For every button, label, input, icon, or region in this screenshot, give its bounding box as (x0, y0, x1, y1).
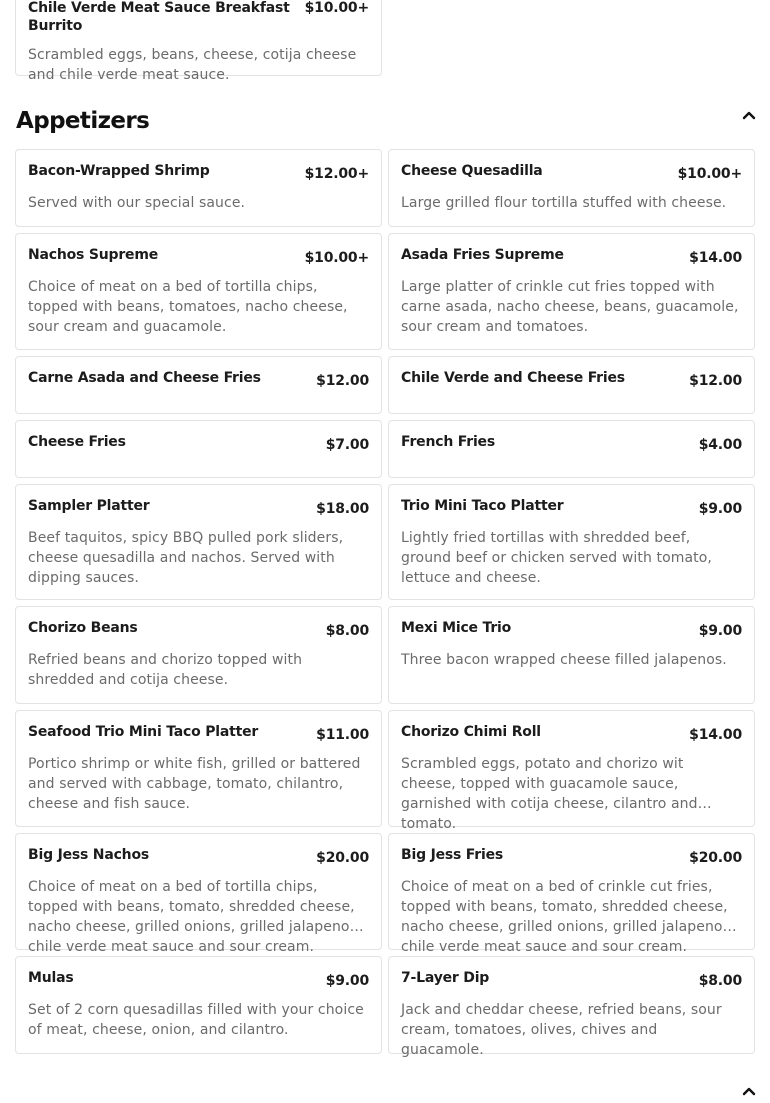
menu-item-header (401, 369, 742, 390)
menu-item-name: French Fries (401, 434, 495, 450)
menu-item-description: Jack and cheddar cheese, refried beans, sour cream, tomatoes, olives, chives and guacamole. (401, 1002, 722, 1058)
menu-item-card[interactable] (388, 833, 755, 955)
menu-item-card[interactable] (15, 956, 382, 1054)
menu-item-price: $10.00+ (677, 166, 742, 182)
menu-item-name: Chile Verde Meat Sauce Breakfast Burrito (28, 0, 290, 34)
menu-item-description: Three bacon wrapped cheese filled jalapenos. (401, 652, 727, 668)
menu-item-header (28, 723, 369, 744)
section-title: Appetizers (16, 108, 150, 134)
menu-item-price: $12.00 (689, 373, 742, 389)
menu-item-header (401, 162, 742, 183)
menu-item-description: Portico shrimp or white fish, grilled or battered and served with cabbage, tomato, chilantro, cheese and fish sauce. (28, 756, 361, 812)
menu-item-price: $4.00 (698, 437, 742, 453)
menu-item-header (28, 619, 369, 640)
menu-item-price: $8.00 (325, 623, 369, 639)
menu-item-description: Choice of meat on a bed of crinkle cut fries, topped with beans, tomato, shredded cheese, nacho cheese, grilled onions, grilled jalapenos, chile verde meat sauce and sour cream. (401, 879, 735, 955)
menu-item-name: 7-Layer Dip (401, 970, 490, 986)
menu-item-price: $7.00 (325, 437, 369, 453)
menu-item-header (401, 433, 742, 454)
chevron-up-icon[interactable] (742, 1084, 756, 1091)
menu-item-name: Sampler Platter (28, 498, 150, 514)
menu-item-description: Large grilled flour tortilla stuffed with cheese. (401, 195, 727, 211)
menu-item-header (401, 846, 742, 867)
menu-item-price: $10.00+ (304, 0, 369, 16)
menu-item-card[interactable] (15, 833, 382, 955)
menu-item-card[interactable] (15, 0, 382, 83)
menu-item-name: Mulas (28, 970, 74, 986)
menu-item-name: Big Jess Nachos (28, 847, 149, 863)
menu-item-name: Asada Fries Supreme (401, 247, 564, 263)
menu-item-header (401, 969, 742, 990)
menu-item-header (401, 246, 742, 267)
menu-item-name: Seafood Trio Mini Taco Platter (28, 724, 259, 740)
menu-item-name: Bacon-Wrapped Shrimp (28, 163, 210, 179)
menu-item-price: $8.00 (698, 973, 742, 989)
chevron-up-icon[interactable] (742, 108, 756, 122)
menu-item-price: $9.00 (325, 973, 369, 989)
menu-item-header (28, 433, 369, 454)
menu-item-header (28, 846, 369, 867)
menu-item-price: $10.00+ (304, 250, 369, 266)
menu-item-header (28, 497, 369, 518)
menu-item-price: $14.00 (689, 727, 742, 743)
menu-item-header (28, 0, 369, 35)
menu-item-description: Scrambled eggs, potato and chorizo wit cheese, topped with guacamole sauce, garnished with cotija cheese, cilantro and tomato. (401, 756, 698, 832)
menu-item-card[interactable] (15, 233, 382, 350)
menu-item-price: $9.00 (698, 501, 742, 517)
menu-item-card[interactable] (15, 356, 382, 414)
menu-item-card[interactable] (15, 710, 382, 827)
menu-item-name: Chorizo Chimi Roll (401, 724, 541, 740)
menu-item-price: $20.00 (689, 850, 742, 866)
menu-item-card[interactable] (15, 149, 382, 227)
menu-item-price: $20.00 (316, 850, 369, 866)
menu-item-card[interactable] (388, 356, 755, 414)
menu-item-name: Nachos Supreme (28, 247, 159, 263)
menu-item-description: Scrambled eggs, beans, cheese, cotija cheese and chile verde meat sauce. (28, 47, 357, 83)
menu-item-description: Refried beans and chorizo topped with shredded and cotija cheese. (28, 652, 303, 688)
menu-item-header (28, 246, 369, 267)
menu-item-description: Choice of meat on a bed of tortilla chips, topped with beans, tomato, shredded cheese, nacho cheese, grilled onions, grilled jalapenos, chile verde meat sauce and sour cream. (28, 879, 362, 955)
menu-item-name: Trio Mini Taco Platter (401, 498, 564, 514)
menu-item-header (28, 969, 369, 990)
menu-item-name: Cheese Quesadilla (401, 163, 543, 179)
menu-item-name: Cheese Fries (28, 434, 126, 450)
menu-item-price: $9.00 (698, 623, 742, 639)
menu-item-description: Lightly fried tortillas with shredded beef, ground beef or chicken served with tomato, lettuce and cheese. (401, 530, 712, 586)
menu-item-card[interactable] (388, 484, 755, 600)
menu-item-price: $11.00 (316, 727, 369, 743)
menu-item-price: $12.00 (316, 373, 369, 389)
menu-item-name: Chorizo Beans (28, 620, 138, 636)
menu-item-price: $18.00 (316, 501, 369, 517)
menu-item-header (401, 723, 742, 744)
menu-item-card[interactable] (15, 484, 382, 600)
menu-item-card[interactable] (15, 420, 382, 478)
menu-item-header (28, 162, 369, 183)
menu-item-name: Mexi Mice Trio (401, 620, 512, 636)
menu-item-card[interactable] (388, 956, 755, 1058)
menu-item-header (28, 369, 369, 390)
menu-item-name: Carne Asada and Cheese Fries (28, 370, 261, 386)
menu-item-price: $14.00 (689, 250, 742, 266)
menu-item-description: Set of 2 corn quesadillas filled with your choice of meat, cheese, onion, and cilantro. (28, 1002, 364, 1038)
menu-item-card[interactable] (15, 606, 382, 704)
menu-item-description: Beef taquitos, spicy BBQ pulled pork sliders, cheese quesadilla and nachos. Served with dipping sauces. (28, 530, 344, 586)
menu-item-price: $12.00+ (304, 166, 369, 182)
menu-item-header (401, 497, 742, 518)
menu-item-name: Big Jess Fries (401, 847, 504, 863)
menu-item-card[interactable] (388, 233, 755, 350)
menu-item-card[interactable] (388, 710, 755, 832)
menu-item-card[interactable] (388, 149, 755, 227)
menu-item-name: Chile Verde and Cheese Fries (401, 370, 625, 386)
menu-item-card[interactable] (388, 606, 755, 704)
menu-item-card[interactable] (388, 420, 755, 478)
menu-item-description: Served with our special sauce. (28, 195, 246, 211)
menu-item-description: Large platter of crinkle cut fries topped with carne asada, nacho cheese, beans, guacamole, sour cream and tomatoes. (401, 279, 739, 335)
menu-item-description: Choice of meat on a bed of tortilla chips, topped with beans, tomatoes, nacho cheese, sour cream and guacamole. (28, 279, 348, 335)
menu-item-header (401, 619, 742, 640)
